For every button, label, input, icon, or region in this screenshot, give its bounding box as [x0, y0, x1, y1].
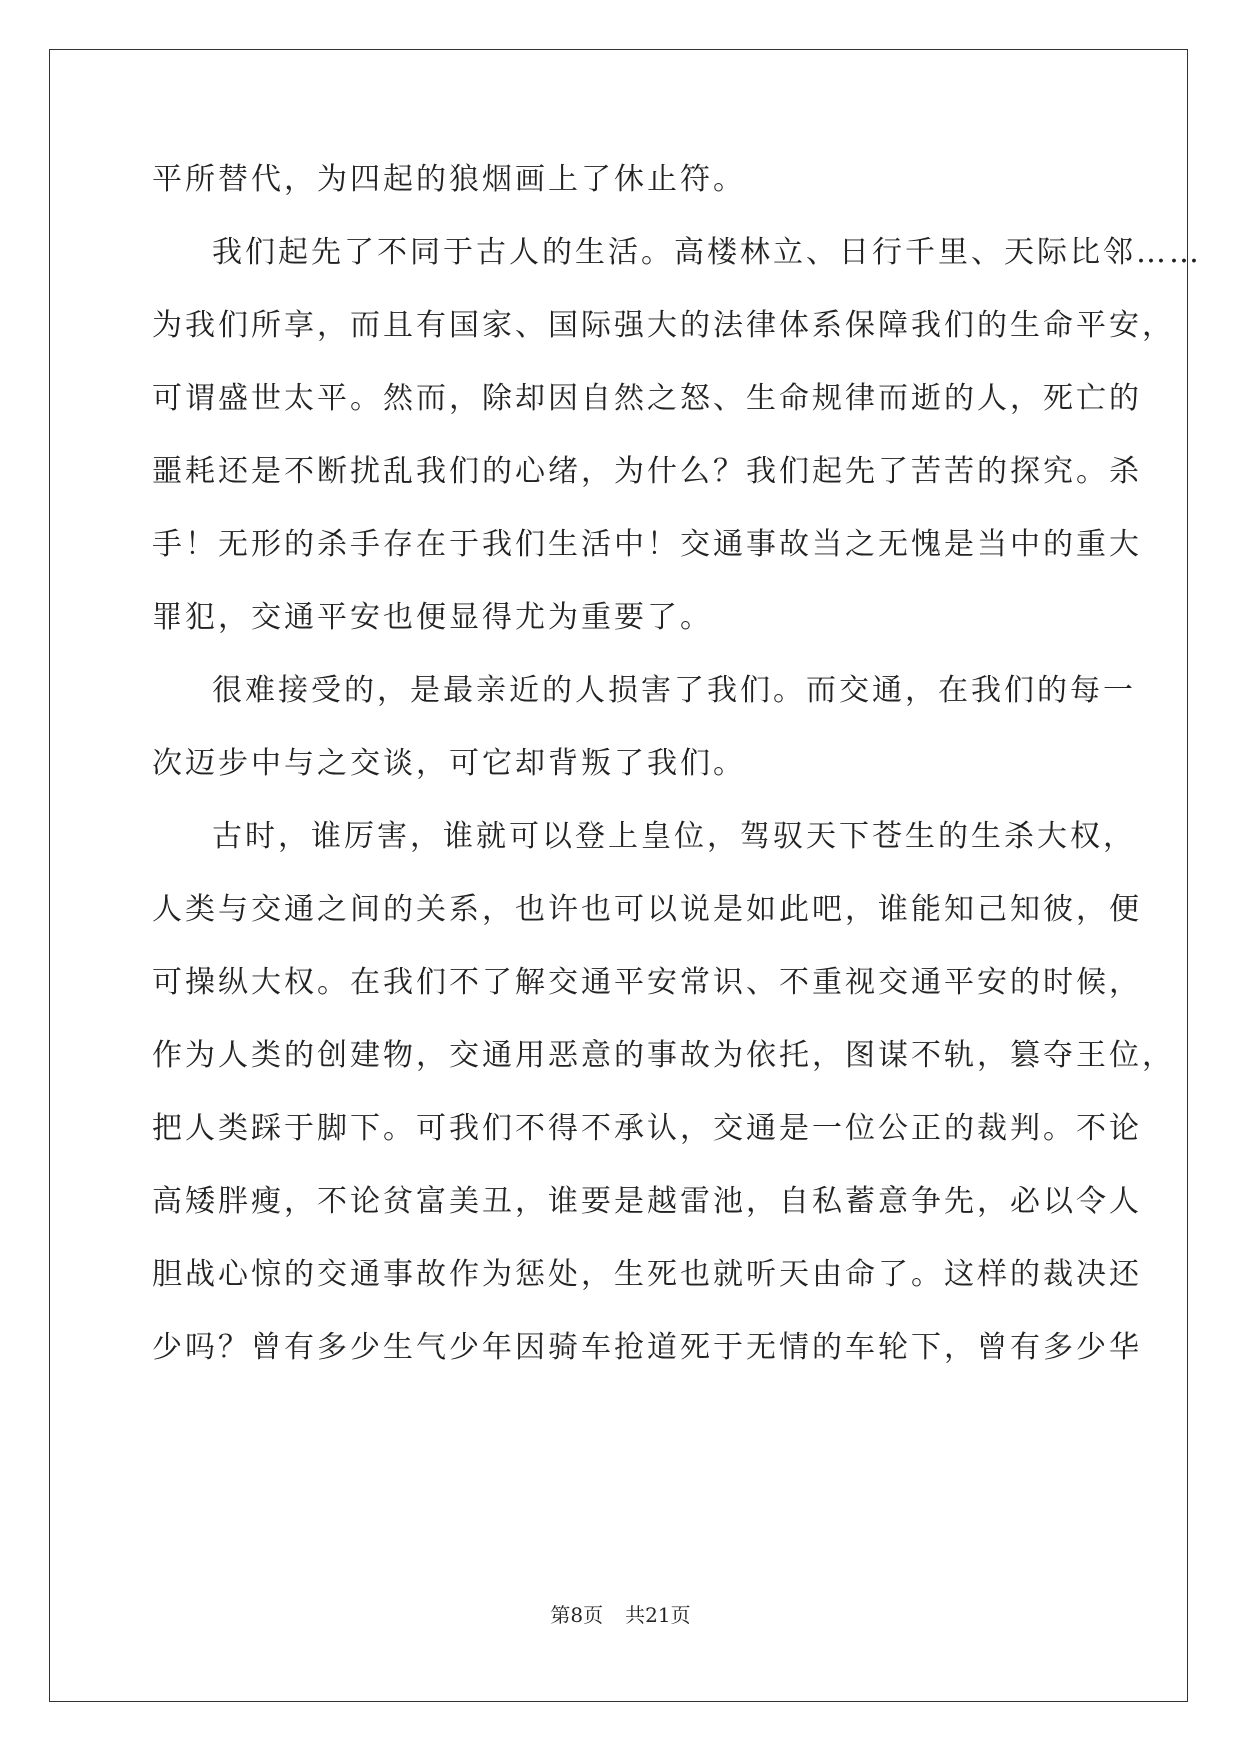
- text-line: 为我们所享，而且有国家、国际强大的法律体系保障我们的生命平安，: [152, 308, 1175, 343]
- text-line: 古时，谁厉害，谁就可以登上皇位，驾驭天下苍生的生杀大权，: [212, 819, 1136, 854]
- text-line: 我们起先了不同于古人的生活。高楼林立、日行千里、天际比邻……: [212, 235, 1202, 270]
- text-line: 次迈步中与之交谈，可它却背叛了我们。: [152, 746, 746, 781]
- text-line: 人类与交通之间的关系，也许也可以说是如此吧，谁能知己知彼，便: [152, 892, 1142, 927]
- text-line: 少吗？曾有多少生气少年因骑车抢道死于无情的车轮下，曾有多少华: [152, 1330, 1142, 1365]
- page-total: 共21页: [625, 1603, 691, 1627]
- text-line: 把人类踩于脚下。可我们不得不承认，交通是一位公正的裁判。不论: [152, 1111, 1142, 1146]
- text-line: 很难接受的，是最亲近的人损害了我们。而交通，在我们的每一: [212, 673, 1136, 708]
- text-line: 手！无形的杀手存在于我们生活中！交通事故当之无愧是当中的重大: [152, 527, 1142, 562]
- text-line: 高矮胖瘦，不论贫富美丑，谁要是越雷池，自私蓄意争先，必以令人: [152, 1184, 1142, 1219]
- page-number: 第8页: [550, 1603, 604, 1627]
- text-line: 噩耗还是不断扰乱我们的心绪，为什么？我们起先了苦苦的探究。杀: [152, 454, 1142, 489]
- page-footer: [0, 1603, 1241, 1627]
- text-line: 平所替代，为四起的狼烟画上了休止符。: [152, 162, 746, 197]
- text-line: 作为人类的创建物，交通用恶意的事故为依托，图谋不轨，篡夺王位，: [152, 1038, 1175, 1073]
- page-border: [49, 49, 1188, 1702]
- text-line: 可操纵大权。在我们不了解交通平安常识、不重视交通平安的时候，: [152, 965, 1142, 1000]
- text-line: 可谓盛世太平。然而，除却因自然之怒、生命规律而逝的人，死亡的: [152, 381, 1142, 416]
- text-line: 胆战心惊的交通事故作为惩处，生死也就听天由命了。这样的裁决还: [152, 1257, 1142, 1292]
- text-line: 罪犯，交通平安也便显得尤为重要了。: [152, 600, 713, 635]
